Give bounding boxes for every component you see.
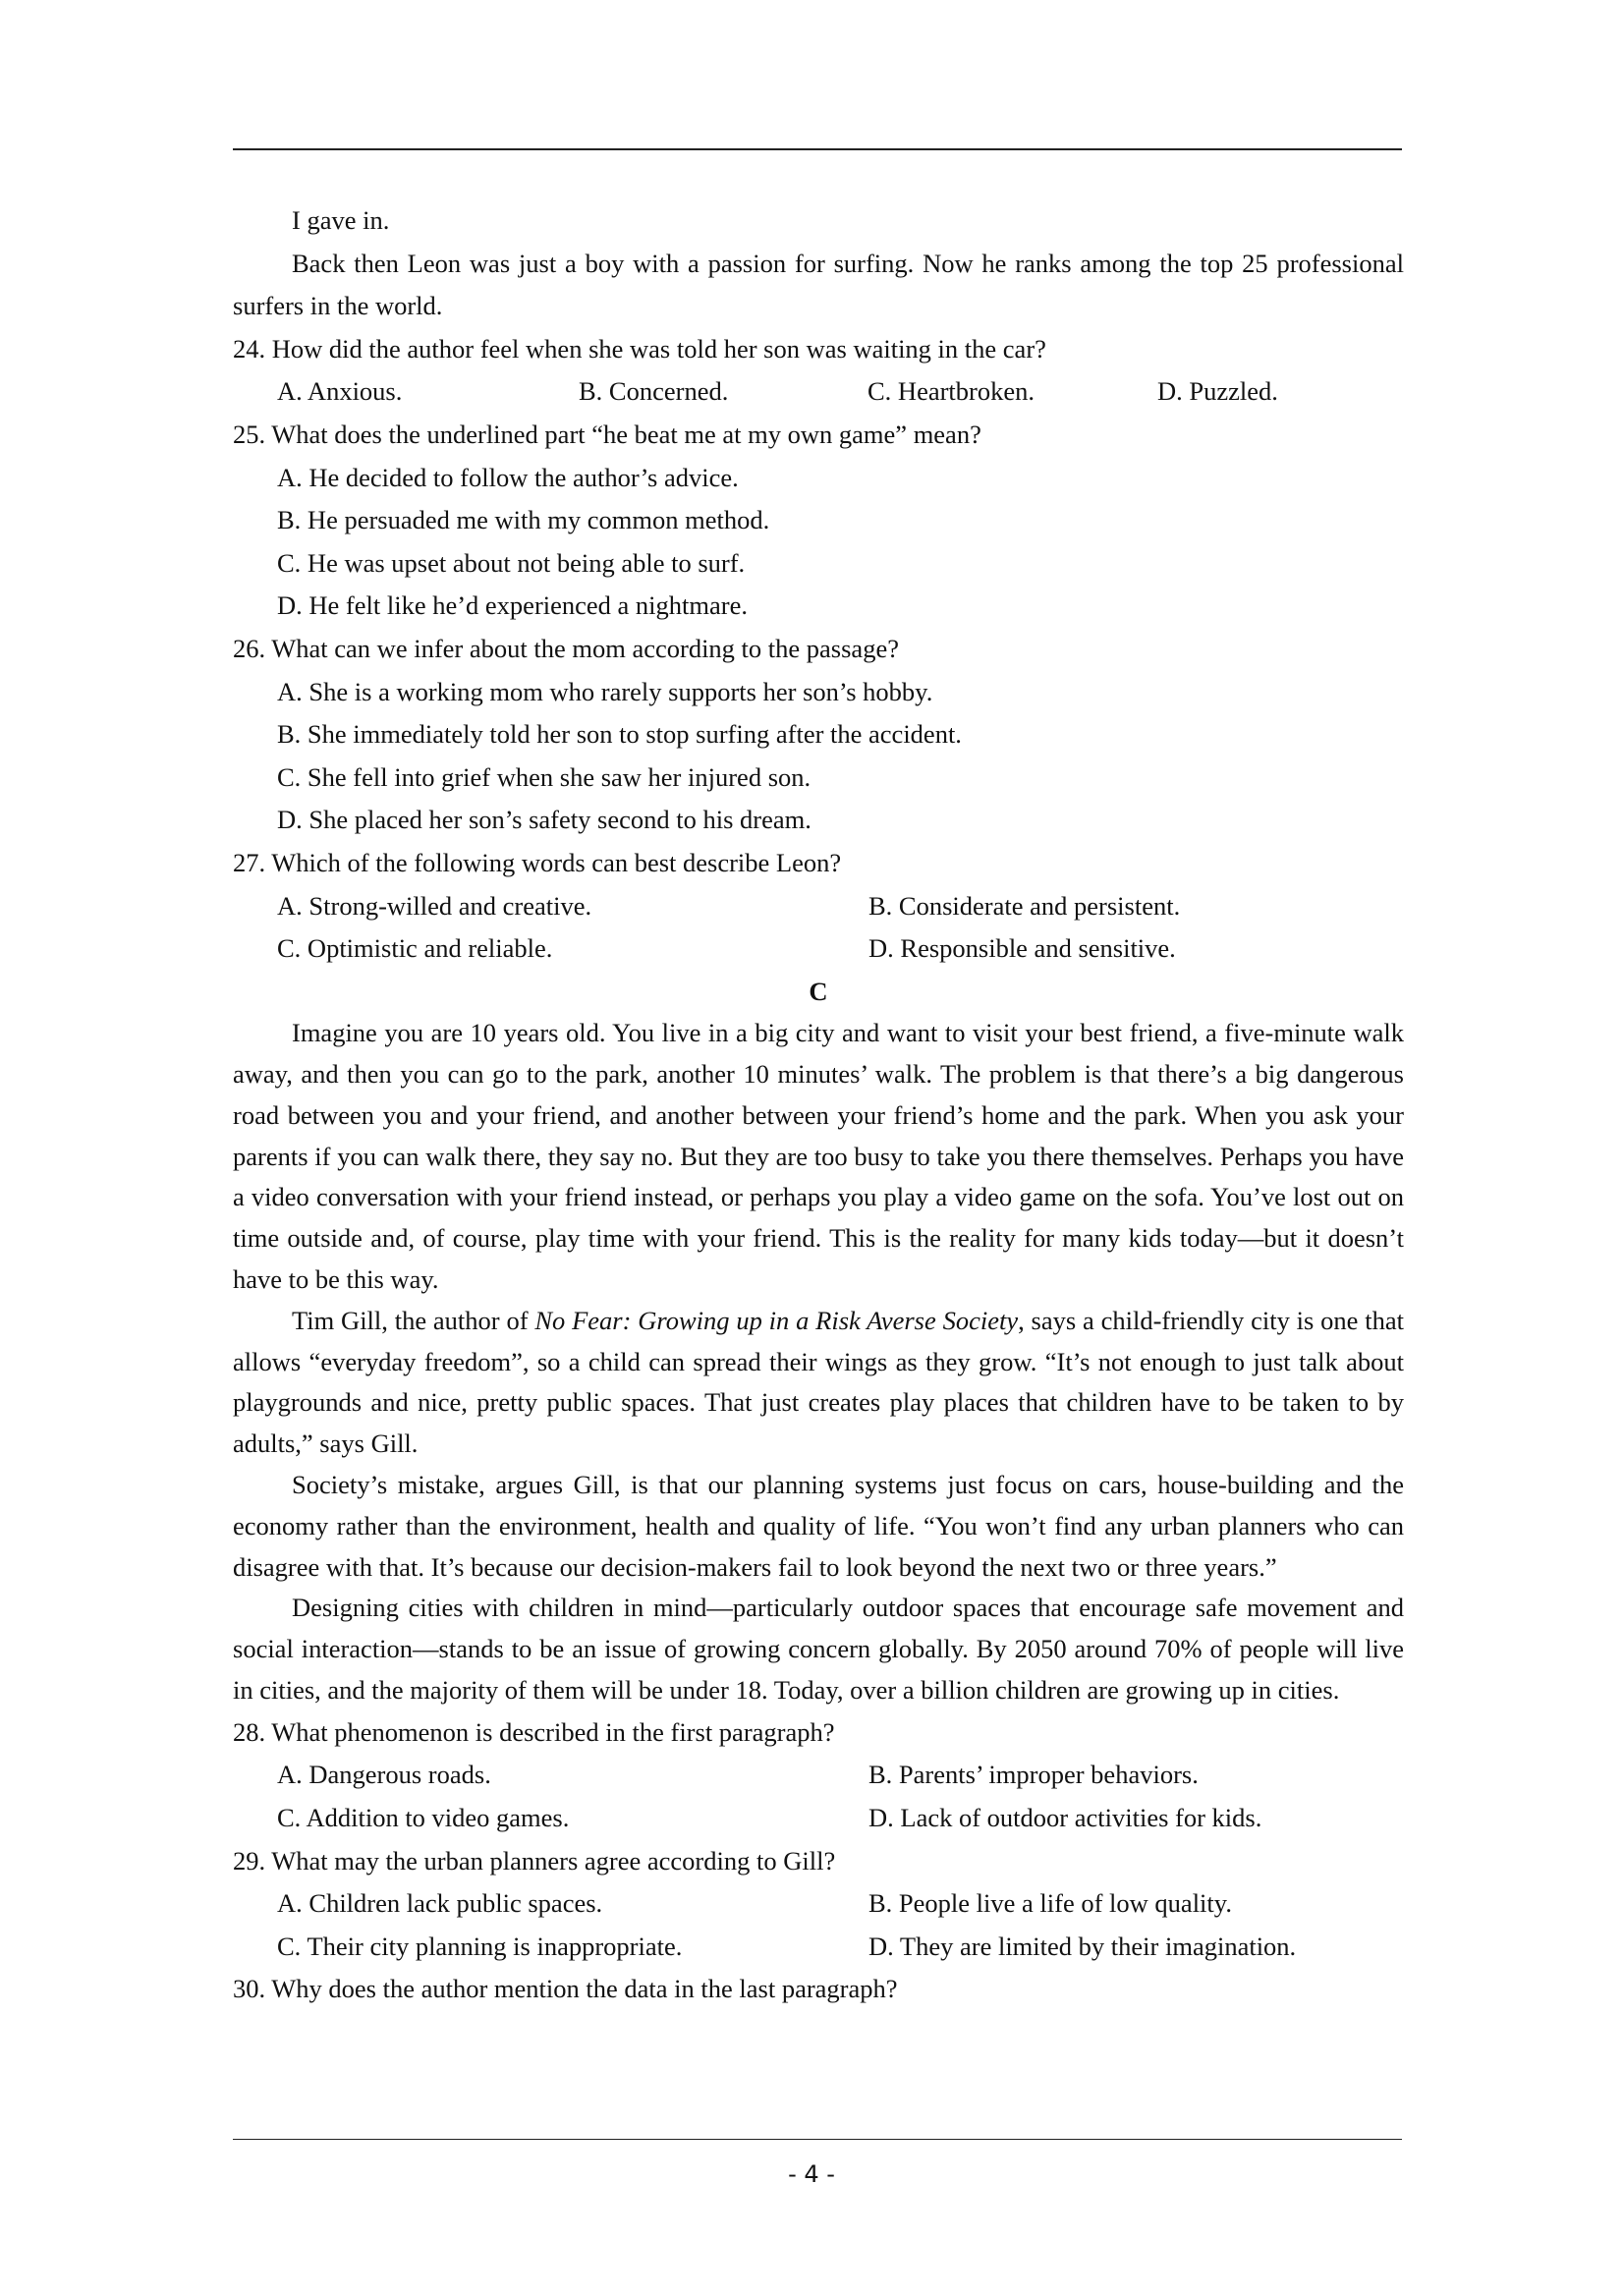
options-row <box>233 1926 1404 1969</box>
option-c: C. Addition to video games. <box>277 1803 570 1833</box>
question-29 <box>233 1840 1404 1969</box>
option-b: B. People live a life of low quality. <box>868 1888 1232 1919</box>
option-c: C. Their city planning is inappropriate. <box>277 1931 683 1961</box>
page-number: - 4 - <box>788 2160 835 2188</box>
question-stem: 27. Which of the following words can best describe Leon? <box>233 847 842 877</box>
passage-paragraph-1: Imagine you are 10 years old. You live in a big city and want to visit your best friend, a five-minute walk away, and then you can go to the park, another 10 minutes’ walk. The problem is that there’s a big dangerous road between you and your friend, and another between your friend’s home and the park. When you ask your parents if you can walk there, they say no. But they are too busy to take you there themselves. Perhaps you have a video conversation with your friend instead, or perhaps you play a video game on the sofa. You’ve lost out on time outside and, of course, play time with your friend. This is the reality for many kids today—but it doesn’t have to be this way. <box>233 1018 1404 1295</box>
option-b: B. He persuaded me with my common method. <box>277 505 770 535</box>
option-a: A. Anxious. <box>277 376 403 407</box>
option-d: D. They are limited by their imagination. <box>868 1931 1297 1961</box>
option-d: D. He felt like he’d experienced a nightmare. <box>277 590 748 621</box>
passage-paragraph-2 <box>233 1301 1404 1465</box>
option-a: A. Strong-willed and creative. <box>277 890 592 921</box>
passage-paragraph-4: Designing cities with children in mind—particularly outdoor spaces that encourage safe movement and social interaction—stands to be an issue of growing concern globally. By 2050 around 70% of people will live in cities, and the majority of them will be under 18. Today, over a billion children are growing up in cities. <box>233 1593 1404 1706</box>
option-b: B. Concerned. <box>579 376 729 407</box>
section-heading: C <box>809 976 828 1006</box>
question-28 <box>233 1711 1404 1840</box>
option-c: C. He was upset about not being able to surf. <box>277 547 746 578</box>
option-a: A. She is a working mom who rarely supports her son’s hobby. <box>277 676 933 706</box>
option-c: C. Heartbroken. <box>867 376 1035 407</box>
option-c: C. Optimistic and reliable. <box>277 933 553 964</box>
footer-rule <box>233 2139 1402 2140</box>
story-line-1: I gave in. <box>292 205 390 235</box>
question-stem: 25. What does the underlined part “he beat me at my own game” mean? <box>233 419 981 449</box>
option-c: C. She fell into grief when she saw her injured son. <box>277 761 812 792</box>
option-d: D. Puzzled. <box>1157 376 1278 407</box>
option-a: A. Children lack public spaces. <box>277 1888 603 1919</box>
options-row <box>233 927 1404 971</box>
option-b: B. Parents’ improper behaviors. <box>868 1760 1199 1790</box>
question-26 <box>233 628 1404 842</box>
options-row <box>233 370 1404 414</box>
paragraph-text: Tim Gill, the author of <box>292 1305 535 1335</box>
question-27 <box>233 842 1404 971</box>
page-content <box>233 199 1404 2011</box>
question-stem: 28. What phenomenon is described in the first paragraph? <box>233 1716 835 1747</box>
option-b: B. Considerate and persistent. <box>868 890 1181 921</box>
question-stem: 30. Why does the author mention the data in the last paragraph? <box>233 1974 898 2004</box>
option-b: B. She immediately told her son to stop surfing after the accident. <box>277 719 962 750</box>
header-rule <box>233 148 1402 150</box>
option-a: A. He decided to follow the author’s advice. <box>277 462 739 492</box>
option-d: D. Lack of outdoor activities for kids. <box>868 1803 1262 1833</box>
options-row <box>233 1797 1404 1840</box>
question-24 <box>233 328 1404 414</box>
book-title: No Fear: Growing up in a Risk Averse Society <box>534 1305 1019 1335</box>
question-stem: 26. What can we infer about the mom according to the passage? <box>233 633 899 663</box>
option-d: D. Responsible and sensitive. <box>868 933 1176 964</box>
question-30 <box>233 1968 1404 2011</box>
question-25 <box>233 414 1404 628</box>
options-row <box>233 1754 1404 1797</box>
question-stem: 24. How did the author feel when she was told her son was waiting in the car? <box>233 333 1046 364</box>
passage-paragraph-3: Society’s mistake, argues Gill, is that our planning systems just focus on cars, house-building and the economy rather than the environment, health and quality of life. “You won’t find any urban planners who can disagree with that. It’s because our decision-makers fail to look beyond the next two or three years.” <box>233 1470 1404 1582</box>
options-row <box>233 885 1404 928</box>
options-row <box>233 1882 1404 1926</box>
option-d: D. She placed her son’s safety second to his dream. <box>277 805 812 835</box>
paragraph-text: , says a child-friendly city is one that allows “everyday freedom”, so a child can spread their wings as they grow. “It’s not enough to just talk about playgrounds and nice, pretty public spaces. That just creates play places that children have to be taken to by adults,” says Gill. <box>233 1305 1404 1459</box>
question-stem: 29. What may the urban planners agree according to Gill? <box>233 1845 836 1876</box>
option-a: A. Dangerous roads. <box>277 1760 491 1790</box>
story-line-2: Back then Leon was just a boy with a passion for surfing. Now he ranks among the top 25 professional surfers in the world. <box>233 248 1404 321</box>
